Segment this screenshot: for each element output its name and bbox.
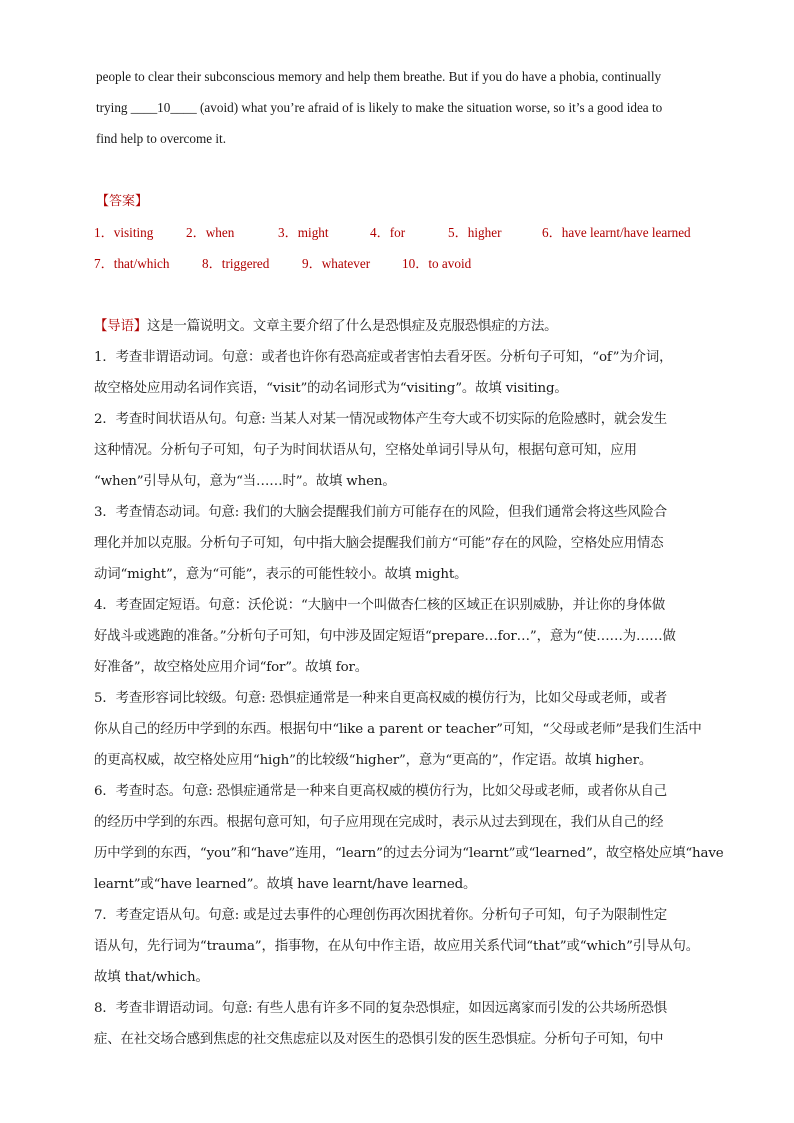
answer-item: 5．higher — [448, 225, 502, 240]
explanation-section — [94, 311, 724, 1055]
explanation-line: 你从自己的经历中学到的东西。根据句中“like a parent or teacher”可知，“父母或老师”是我们生活中 — [94, 722, 702, 737]
answer-key — [94, 217, 714, 279]
explanation-line: 8．考查非谓语动词。句意: 有些人患有许多不同的复杂恐惧症，如因远离家而引发的公共场所恐惧 — [94, 1001, 667, 1016]
explanation-line: learnt”或“have learned”。故填 have learnt/have learned。 — [94, 877, 477, 892]
passage-line: people to clear their subconscious memory and help them breathe. But if you do have a phobia, continually — [96, 69, 662, 84]
passage-continuation — [96, 61, 706, 154]
explanation-line: 4．考查固定短语。句意：沃伦说：“大脑中一个叫做杏仁核的区域正在识别威胁，并让你的身体做 — [94, 598, 666, 613]
answer-item: 4．for — [370, 225, 406, 240]
explanation-line: 5．考查形容词比较级。句意: 恐惧症通常是一种来自更高权威的模仿行为，比如父母或老师，或者 — [94, 691, 667, 706]
explanation-line: 的更高权威，故空格处应用“high”的比较级“higher”，意为“更高的”，作定语。故填 higher。 — [94, 753, 653, 768]
explanation-line: 故填 that/which。 — [94, 970, 209, 985]
passage-line: trying ____10____ (avoid) what you’re afraid of is likely to make the situation worse, so it’s a good idea to — [96, 100, 663, 115]
explanation-line: 3．考查情态动词。句意: 我们的大脑会提醒我们前方可能存在的风险，但我们通常会将这些风险合 — [94, 505, 667, 520]
explanation-line: 故空格处应用动名词作宾语，“visit”的动名词形式为“visiting”。故填 visiting。 — [94, 381, 568, 396]
answer-item: 2．when — [186, 225, 235, 240]
explanation-line: “when”引导从句，意为“当……时”。故填 when。 — [94, 474, 396, 489]
guide-text: 这是一篇说明文。文章主要介绍了什么是恐惧症及克服恐惧症的方法。 — [146, 319, 558, 334]
explanation-line: 这种情况。分析句子可知，句子为时间状语从句，空格处单词引导从句，根据句意可知，应用 — [94, 443, 637, 458]
explanation-line: 好准备”，故空格处应用介词“for”。故填 for。 — [94, 660, 368, 675]
explanation-line: 症、在社交场合感到焦虑的社交焦虑症以及对医生的恐惧引发的医生恐惧症。分析句子可知，句中 — [94, 1032, 664, 1047]
explanation-line: 动词“might”，意为“可能”，表示的可能性较小。故填 might。 — [94, 567, 468, 582]
guide-line — [94, 311, 706, 342]
answer-row — [94, 217, 714, 248]
passage-line: find help to overcome it. — [96, 131, 227, 146]
answer-item: 8．triggered — [202, 256, 270, 271]
guide-label: 【导语】 — [94, 319, 147, 334]
explanation-line: 的经历中学到的东西。根据句意可知，句子应用现在完成时，表示从过去到现在，我们从自己的经 — [94, 815, 664, 830]
explanation-line: 7．考查定语从句。句意: 或是过去事件的心理创伤再次困扰着你。分析句子可知，句子为限制性定 — [94, 908, 667, 923]
explanation-line: 2．考查时间状语从句。句意: 当某人对某一情况或物体产生夸大或不切实际的危险感时，就会发生 — [94, 412, 667, 427]
explanation-line: 理化并加以克服。分析句子可知，句中指大脑会提醒我们前方“可能”存在的风险，空格处应用情态 — [94, 536, 664, 551]
answer-item: 9．whatever — [302, 256, 371, 271]
explanation-line: 1．考查非谓语动词。句意：或者也许你有恐高症或者害怕去看牙医。分析句子可知，“of”为介词， — [94, 350, 673, 365]
answer-row — [94, 248, 714, 279]
answer-item: 3．might — [278, 225, 329, 240]
explanation-line: 6．考查时态。句意: 恐惧症通常是一种来自更高权威的模仿行为，比如父母或老师，或者你从自己 — [94, 784, 667, 799]
explanation-line: 语从句，先行词为“trauma”，指事物，在从句中作主语，故应用关系代词“that”或“which”引导从句。 — [94, 939, 700, 954]
explanation-line: 好战斗或逃跑的准备。”分析句子可知，句中涉及固定短语“prepare…for…”，意为“使……为……做 — [94, 629, 676, 644]
explanation-line: 历中学到的东西，“you”和“have”连用，“learn”的过去分词为“learnt”或“learned”，故空格处应填“have — [94, 846, 724, 861]
answer-item: 6．have learnt/have learned — [542, 225, 691, 240]
answer-heading: 【答案】 — [96, 194, 149, 209]
answer-item: 10．to avoid — [402, 256, 472, 271]
answer-item: 7．that/which — [94, 256, 170, 271]
answer-item: 1．visiting — [94, 225, 154, 240]
